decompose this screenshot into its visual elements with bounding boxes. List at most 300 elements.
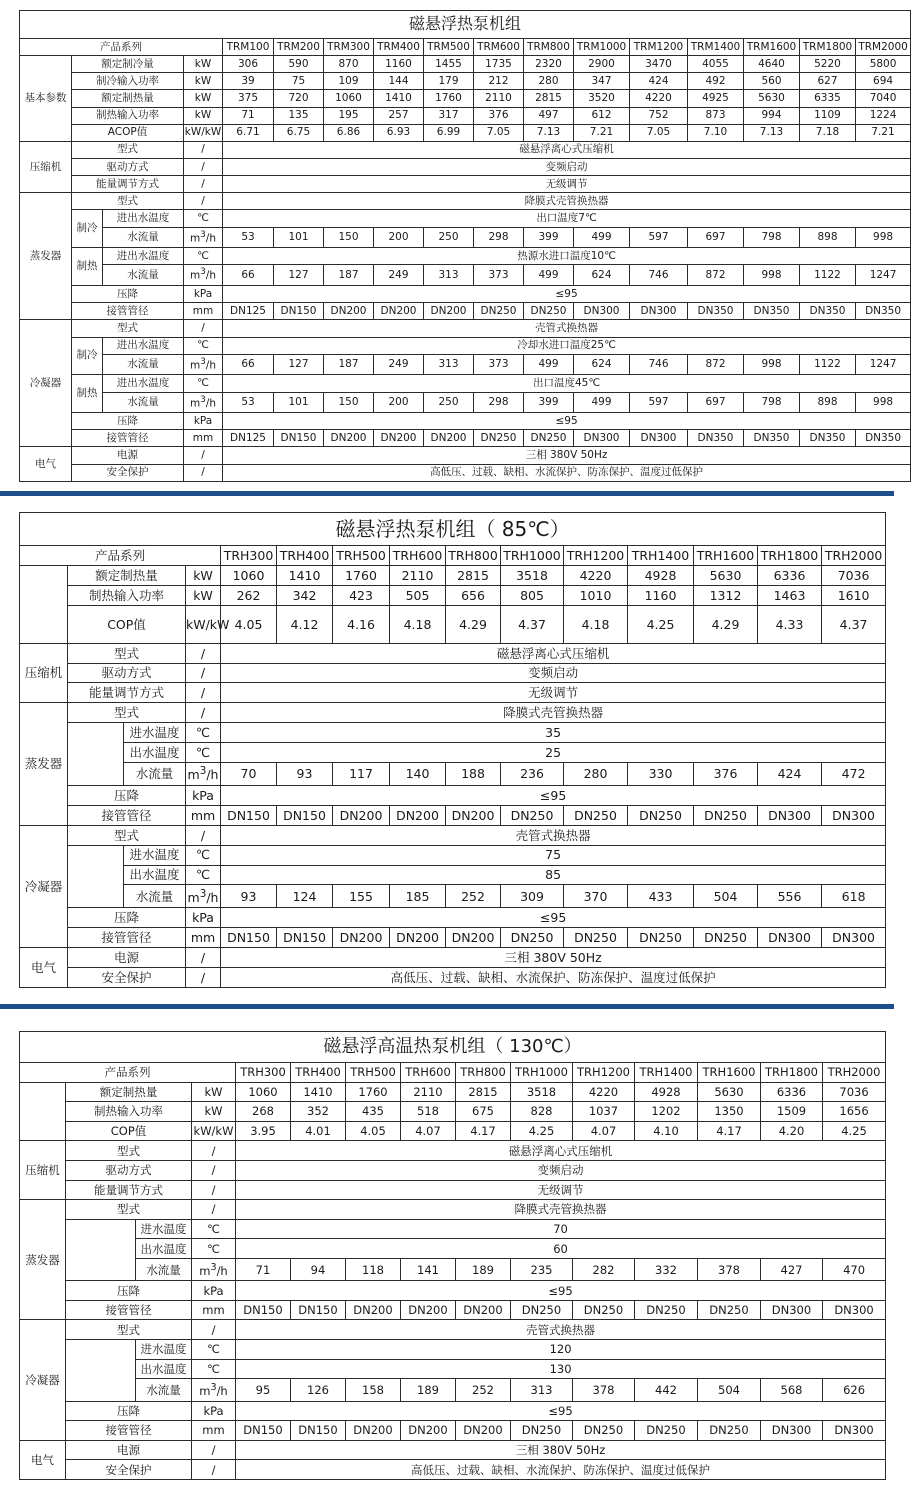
merged-value: ≤95 <box>236 1281 886 1301</box>
row-label: 出水温度 <box>124 865 186 885</box>
value-cell: 499 <box>574 392 630 413</box>
value-cell: 746 <box>630 265 688 286</box>
value-cell: 1122 <box>800 265 856 286</box>
merged-value: 三相 380V 50Hz <box>236 1440 886 1460</box>
value-cell: 6.71 <box>223 124 274 141</box>
row-label: 额定制热量 <box>68 565 186 585</box>
unit-cell: / <box>186 948 221 968</box>
value-cell: 236 <box>501 763 564 786</box>
table-title: 磁悬浮热泵机组 <box>20 11 911 39</box>
value-cell: 424 <box>758 763 822 786</box>
unit-cell: kPa <box>186 785 221 805</box>
unit-cell: / <box>184 447 223 464</box>
unit-cell: / <box>192 1141 236 1161</box>
value-cell: DN250 <box>501 805 564 825</box>
value-cell: 179 <box>424 73 474 90</box>
table-row <box>20 1200 886 1220</box>
value-cell: 262 <box>221 585 277 605</box>
value-cell: DN150 <box>274 430 324 447</box>
unit-cell <box>192 1379 236 1401</box>
model-cell: TRH500 <box>346 1063 401 1083</box>
value-cell: 1509 <box>761 1102 823 1122</box>
table-row <box>20 1359 886 1379</box>
row-label: 能量调节方式 <box>72 176 184 193</box>
section-label: 蒸发器 <box>20 1200 66 1320</box>
value-cell: 6.93 <box>374 124 424 141</box>
table-row <box>20 158 911 175</box>
model-cell: TRH800 <box>446 546 501 566</box>
value-cell: 39 <box>223 73 274 90</box>
value-cell: 250 <box>424 392 474 413</box>
merged-value: 三相 380V 50Hz <box>223 447 911 464</box>
merged-value: 无级调节 <box>221 683 886 703</box>
unit-cell: kW <box>184 90 223 107</box>
unit-cell: / <box>184 193 223 210</box>
value-cell: DN200 <box>346 1300 401 1320</box>
merged-value: 降膜式壳管换热器 <box>236 1200 886 1220</box>
value-cell: 378 <box>573 1379 635 1401</box>
value-cell: 590 <box>274 56 324 73</box>
value-cell: 352 <box>291 1102 346 1122</box>
value-cell: 994 <box>744 107 800 124</box>
value-cell: 94 <box>291 1258 346 1280</box>
value-cell: 746 <box>630 354 688 375</box>
value-cell: 7.13 <box>524 124 574 141</box>
value-cell: DN250 <box>698 1300 761 1320</box>
row-label: 进水温度 <box>136 1340 192 1360</box>
value-cell: 376 <box>474 107 524 124</box>
unit-cell <box>184 354 223 375</box>
value-cell: DN200 <box>374 430 424 447</box>
value-cell: 872 <box>688 354 744 375</box>
table-row <box>20 286 911 303</box>
unit-cell: ℃ <box>186 743 221 763</box>
value-cell: 3.95 <box>236 1121 291 1141</box>
merged-value: 冷却水进口温度25℃ <box>223 337 911 354</box>
table-row <box>20 1281 886 1301</box>
value-cell: 1202 <box>635 1102 698 1122</box>
table-row <box>20 1121 886 1141</box>
unit-cell: mm <box>184 430 223 447</box>
value-cell: 373 <box>474 265 524 286</box>
value-cell: DN350 <box>856 430 911 447</box>
merged-value: 出口温度7℃ <box>223 210 911 227</box>
table-row <box>20 1102 886 1122</box>
table-row <box>20 354 911 375</box>
table-row <box>20 1160 886 1180</box>
value-cell: DN150 <box>221 805 277 825</box>
value-cell: 2320 <box>524 56 574 73</box>
blank-cell <box>68 723 124 786</box>
value-cell: 694 <box>856 73 911 90</box>
blank-cell <box>68 845 124 908</box>
merged-value: 无级调节 <box>223 176 911 193</box>
row-label: 出水温度 <box>136 1359 192 1379</box>
value-cell: 7.05 <box>474 124 524 141</box>
value-cell: DN350 <box>688 303 744 320</box>
table-row <box>20 1180 886 1200</box>
model-cell: TRH1400 <box>635 1063 698 1083</box>
unit-cell: / <box>186 663 221 683</box>
value-cell: 2815 <box>446 565 501 585</box>
value-cell: DN300 <box>574 303 630 320</box>
model-cell: TRM200 <box>274 39 324 56</box>
value-cell: 330 <box>628 763 694 786</box>
merged-value: 三相 380V 50Hz <box>221 948 886 968</box>
value-cell: DN300 <box>574 430 630 447</box>
table-row <box>20 413 911 430</box>
unit-cell: / <box>186 683 221 703</box>
unit-cell: kW <box>186 585 221 605</box>
value-cell: 499 <box>524 354 574 375</box>
value-cell: 4.01 <box>291 1121 346 1141</box>
value-cell: 5630 <box>698 1082 761 1102</box>
unit-h: /h <box>205 397 216 410</box>
value-cell: DN350 <box>744 303 800 320</box>
value-cell: 1247 <box>856 354 911 375</box>
unit-cell: kW <box>192 1102 236 1122</box>
unit-cell: ℃ <box>186 723 221 743</box>
value-cell: 497 <box>524 107 574 124</box>
value-cell: DN250 <box>628 928 694 948</box>
value-cell: DN200 <box>346 1421 401 1441</box>
table-row <box>20 124 911 141</box>
value-cell: 118 <box>346 1258 401 1280</box>
value-cell: 2815 <box>456 1082 511 1102</box>
unit-cell: kW <box>184 107 223 124</box>
value-cell: 7.05 <box>630 124 688 141</box>
value-cell: 1109 <box>800 107 856 124</box>
value-cell: 399 <box>524 392 574 413</box>
value-cell: 298 <box>474 392 524 413</box>
unit-cell: kW/kW <box>186 605 221 643</box>
row-label: 接管管径 <box>72 430 184 447</box>
unit-cell: / <box>184 141 223 158</box>
merged-value: 高低压、过载、缺相、水流保护、防冻保护、温度过低保护 <box>223 464 911 481</box>
value-cell: 268 <box>236 1102 291 1122</box>
value-cell: DN300 <box>822 928 886 948</box>
unit-cell: / <box>186 967 221 987</box>
model-cell: TRM600 <box>474 39 524 56</box>
value-cell: 612 <box>574 107 630 124</box>
value-cell: 6335 <box>800 90 856 107</box>
value-cell: 805 <box>501 585 564 605</box>
value-cell: 6.99 <box>424 124 474 141</box>
unit-m: m <box>189 232 201 245</box>
row-label: 电源 <box>66 1440 192 1460</box>
row-label: 进出水温度 <box>103 375 184 392</box>
table-row <box>20 743 886 763</box>
value-cell: DN350 <box>744 430 800 447</box>
spec-table-standard <box>19 10 911 482</box>
value-cell: 53 <box>223 392 274 413</box>
row-label: 压降 <box>66 1281 192 1301</box>
unit-h: /h <box>205 232 216 245</box>
value-cell: DN150 <box>277 928 333 948</box>
model-header-row <box>20 1063 886 1083</box>
table-title: 磁悬浮热泵机组（ 85℃） <box>20 513 886 546</box>
product-series-label: 产品系列 <box>20 1063 236 1083</box>
value-cell: 505 <box>390 585 446 605</box>
unit-cell: kPa <box>186 908 221 928</box>
model-header-row <box>20 546 886 566</box>
row-label: 型式 <box>66 1200 192 1220</box>
unit-cell: kPa <box>192 1281 236 1301</box>
model-cell: TRM1800 <box>800 39 856 56</box>
value-cell: 4.25 <box>511 1121 573 1141</box>
unit-cell: ℃ <box>192 1219 236 1239</box>
value-cell: 697 <box>688 227 744 248</box>
model-cell: TRM1000 <box>574 39 630 56</box>
table-row <box>20 723 886 743</box>
value-cell: 200 <box>374 227 424 248</box>
merged-value: 热源水进口温度10℃ <box>223 248 911 265</box>
value-cell: 375 <box>223 90 274 107</box>
unit-sup: 3 <box>200 229 206 240</box>
value-cell: DN150 <box>221 928 277 948</box>
value-cell: 4.17 <box>456 1121 511 1141</box>
value-cell: 127 <box>274 265 324 286</box>
value-cell: 1060 <box>221 565 277 585</box>
value-cell: 249 <box>374 265 424 286</box>
merged-value: 降膜式壳管换热器 <box>221 703 886 723</box>
value-cell: 1760 <box>333 565 390 585</box>
merged-value: 壳管式换热器 <box>221 825 886 845</box>
merged-value: 出口温度45℃ <box>223 375 911 392</box>
value-cell: 378 <box>698 1258 761 1280</box>
value-cell: DN250 <box>628 805 694 825</box>
value-cell: 752 <box>630 107 688 124</box>
merged-value: 壳管式换热器 <box>223 320 911 337</box>
unit-cell: ℃ <box>186 845 221 865</box>
unit-cell <box>184 227 223 248</box>
spec-table-130c <box>19 1031 886 1480</box>
value-cell: 1060 <box>324 90 374 107</box>
value-cell: DN250 <box>635 1421 698 1441</box>
value-cell: 626 <box>823 1379 886 1401</box>
value-cell: 2110 <box>401 1082 456 1102</box>
value-cell: 4.37 <box>822 605 886 643</box>
model-cell: TRM400 <box>374 39 424 56</box>
row-label: 制热输入功率 <box>72 107 184 124</box>
value-cell: 6.75 <box>274 124 324 141</box>
value-cell: 93 <box>221 885 277 908</box>
table-row <box>20 1340 886 1360</box>
section-label: 蒸发器 <box>20 703 68 825</box>
table-row <box>20 805 886 825</box>
model-cell: TRM2000 <box>856 39 911 56</box>
value-cell: DN200 <box>424 303 474 320</box>
value-cell: 6336 <box>761 1082 823 1102</box>
value-cell: 675 <box>456 1102 511 1122</box>
table-row <box>20 1239 886 1259</box>
value-cell: 492 <box>688 73 744 90</box>
table-row <box>20 1379 886 1401</box>
unit-cell: / <box>192 1460 236 1480</box>
value-cell: 3520 <box>574 90 630 107</box>
value-cell: 200 <box>374 392 424 413</box>
table-row <box>20 948 886 968</box>
value-cell: 342 <box>277 585 333 605</box>
unit-cell: mm <box>184 303 223 320</box>
value-cell: 1760 <box>346 1082 401 1102</box>
unit-cell: kPa <box>184 286 223 303</box>
value-cell: 4.07 <box>401 1121 456 1141</box>
value-cell: 1010 <box>564 585 628 605</box>
value-cell: DN200 <box>401 1421 456 1441</box>
value-cell: 624 <box>574 265 630 286</box>
value-cell: DN300 <box>758 805 822 825</box>
table-row <box>20 227 911 248</box>
table-row <box>20 605 886 643</box>
value-cell: 188 <box>446 763 501 786</box>
value-cell: 117 <box>333 763 390 786</box>
value-cell: DN200 <box>456 1300 511 1320</box>
value-cell: 3470 <box>630 56 688 73</box>
value-cell: DN250 <box>698 1421 761 1441</box>
table-row <box>20 337 911 354</box>
unit-m: m <box>187 767 200 783</box>
model-cell: TRH1800 <box>761 1063 823 1083</box>
table-row <box>20 845 886 865</box>
value-cell: 101 <box>274 227 324 248</box>
model-cell: TRH1600 <box>698 1063 761 1083</box>
value-cell: 95 <box>236 1379 291 1401</box>
value-cell: DN200 <box>324 430 374 447</box>
table-row <box>20 1320 886 1340</box>
merged-value: 75 <box>221 845 886 865</box>
value-cell: 998 <box>744 354 800 375</box>
value-cell: 4640 <box>744 56 800 73</box>
value-cell: 252 <box>446 885 501 908</box>
value-cell: 1463 <box>758 585 822 605</box>
table-row <box>20 683 886 703</box>
table-row <box>20 73 911 90</box>
row-label: 型式 <box>66 1320 192 1340</box>
merged-value: 壳管式换热器 <box>236 1320 886 1340</box>
unit-sup: 3 <box>200 356 206 367</box>
blank-cell <box>66 1340 136 1402</box>
value-cell: 1247 <box>856 265 911 286</box>
value-cell: 150 <box>324 227 374 248</box>
value-cell: 109 <box>324 73 374 90</box>
row-label: 安全保护 <box>68 967 186 987</box>
section-label: 基本参数 <box>20 56 72 142</box>
value-cell: 306 <box>223 56 274 73</box>
row-label: 额定制热量 <box>66 1082 192 1102</box>
table-row <box>20 865 886 885</box>
table-row <box>20 248 911 265</box>
row-label: 水流量 <box>124 763 186 786</box>
table-row <box>20 1460 886 1480</box>
model-cell: TRH300 <box>236 1063 291 1083</box>
merged-value: 变频启动 <box>223 158 911 175</box>
value-cell: 568 <box>761 1379 823 1401</box>
row-label: 水流量 <box>103 265 184 286</box>
value-cell: DN250 <box>501 928 564 948</box>
value-cell: 1122 <box>800 354 856 375</box>
value-cell: 313 <box>424 265 474 286</box>
product-series-label: 产品系列 <box>20 39 223 56</box>
model-cell: TRH1800 <box>758 546 822 566</box>
value-cell: 4220 <box>573 1082 635 1102</box>
value-cell: 212 <box>474 73 524 90</box>
value-cell: DN350 <box>688 430 744 447</box>
value-cell: 1410 <box>374 90 424 107</box>
unit-cell: ℃ <box>192 1340 236 1360</box>
value-cell: 1312 <box>694 585 758 605</box>
value-cell: 5630 <box>694 565 758 585</box>
table-row <box>20 265 911 286</box>
value-cell: DN250 <box>474 430 524 447</box>
value-cell: 7036 <box>823 1082 886 1102</box>
unit-cell: / <box>184 464 223 481</box>
model-cell: TRM100 <box>223 39 274 56</box>
value-cell: 158 <box>346 1379 401 1401</box>
value-cell: DN150 <box>274 303 324 320</box>
value-cell: 1224 <box>856 107 911 124</box>
value-cell: 3518 <box>501 565 564 585</box>
unit-cell: mm <box>192 1300 236 1320</box>
value-cell: 257 <box>374 107 424 124</box>
value-cell: DN200 <box>333 805 390 825</box>
unit-cell: / <box>192 1160 236 1180</box>
value-cell: 4.05 <box>221 605 277 643</box>
value-cell: 66 <box>223 265 274 286</box>
value-cell: DN150 <box>236 1421 291 1441</box>
unit-m: m <box>199 1263 211 1278</box>
value-cell: 317 <box>424 107 474 124</box>
table-row <box>20 825 886 845</box>
value-cell: 5800 <box>856 56 911 73</box>
value-cell: DN250 <box>564 928 628 948</box>
value-cell: DN250 <box>564 805 628 825</box>
value-cell: 347 <box>574 73 630 90</box>
value-cell: 4.29 <box>694 605 758 643</box>
value-cell: 4.33 <box>758 605 822 643</box>
merged-value: ≤95 <box>223 413 911 430</box>
merged-value: ≤95 <box>223 286 911 303</box>
table-row <box>20 210 911 227</box>
row-label: 驱动方式 <box>68 663 186 683</box>
value-cell: 127 <box>274 354 324 375</box>
value-cell: 4.29 <box>446 605 501 643</box>
row-label: 压降 <box>66 1401 192 1421</box>
value-cell: 597 <box>630 227 688 248</box>
table-row <box>20 107 911 124</box>
model-cell: TRM800 <box>524 39 574 56</box>
row-label: 压降 <box>68 908 186 928</box>
mode-label: 制热 <box>72 375 103 413</box>
merged-value: 变频启动 <box>236 1160 886 1180</box>
table-row <box>20 141 911 158</box>
row-label: 出水温度 <box>136 1239 192 1259</box>
value-cell: 2110 <box>474 90 524 107</box>
model-cell: TRH1200 <box>564 546 628 566</box>
unit-cell <box>192 1258 236 1280</box>
value-cell: 150 <box>324 392 374 413</box>
model-cell: TRH1000 <box>501 546 564 566</box>
row-label: 进水温度 <box>124 723 186 743</box>
value-cell: DN350 <box>800 303 856 320</box>
unit-cell: / <box>186 825 221 845</box>
value-cell: 798 <box>744 392 800 413</box>
value-cell: 141 <box>401 1258 456 1280</box>
model-cell: TRH2000 <box>822 546 886 566</box>
value-cell: 70 <box>221 763 277 786</box>
merged-value: ≤95 <box>221 785 886 805</box>
value-cell: 4.17 <box>698 1121 761 1141</box>
